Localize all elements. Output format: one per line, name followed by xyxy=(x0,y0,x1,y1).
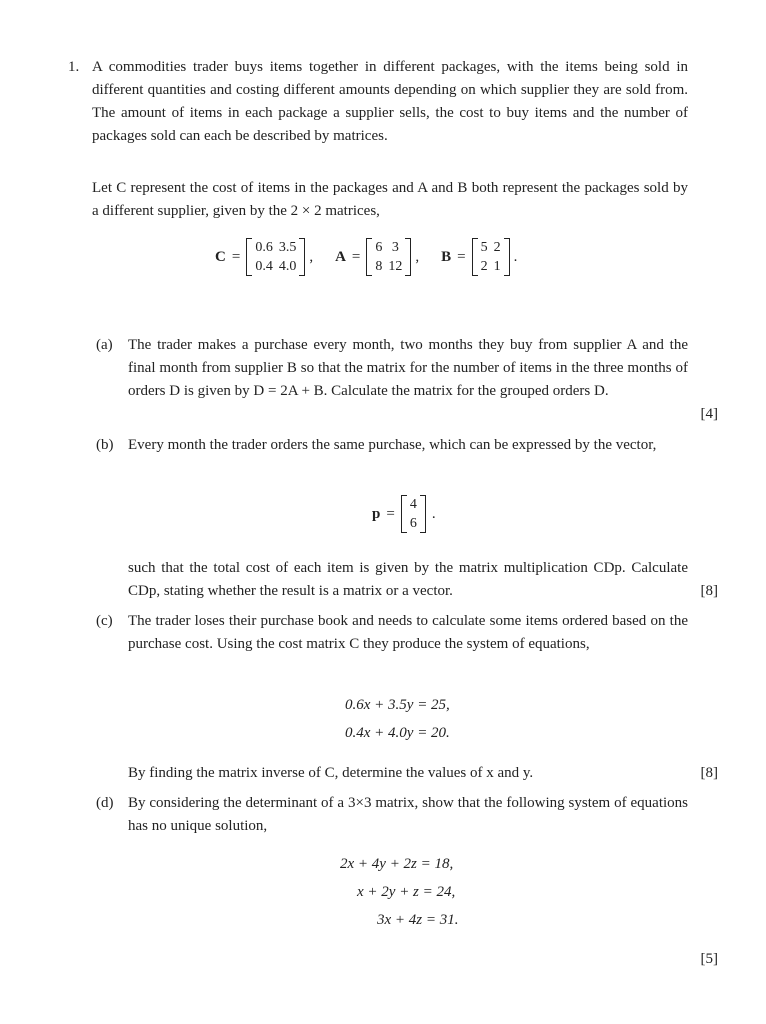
matrix-a-entry-1-1: 12 xyxy=(388,259,403,274)
question-number: 1. xyxy=(68,59,80,75)
matrix-a xyxy=(366,238,411,276)
matrix-a-entry-1-0: 8 xyxy=(375,259,383,274)
part-d-equation-3: 3x + 4z = 31. xyxy=(377,912,459,928)
part-a-marks: [4] xyxy=(700,406,718,422)
question-intro: A commodities trader buys items together in different packages, with the items being sold in different quantities and costing different amounts depending on which supplier they are sold from. The amount of items in each package a supplier sells, the cost to buy items and the number of packages sold can each be described by matrices. xyxy=(92,59,688,144)
matrix-c-name: C xyxy=(215,248,226,265)
matrix-a-entry-0-0: 6 xyxy=(375,240,383,255)
matrix-a-entry-0-1: 3 xyxy=(391,240,399,255)
part-b-text2: such that the total cost of each item is given by the matrix multiplication CDp. Calculate CDp, stating whether the result is a matrix or a vector. xyxy=(128,560,688,599)
vector-p-entry-0-0: 4 xyxy=(409,497,417,512)
matrix-a-name: A xyxy=(335,248,346,265)
matrix-b-entry-1-1: 1 xyxy=(493,259,501,274)
vector-p xyxy=(401,495,426,533)
part-d-equation-2: x + 2y + z = 24, xyxy=(357,884,456,900)
matrix-b-entry-1-0: 2 xyxy=(480,259,488,274)
vector-p-entry-1-0: 6 xyxy=(409,516,417,531)
part-a-text: The trader makes a purchase every month, two months they buy from supplier A and the final month from supplier B so that the matrix for the number of items in the three months of orders D is given by D = 2A + B. Calculate the matrix for the grouped orders D. xyxy=(128,337,688,399)
matrix-b xyxy=(472,238,510,276)
part-b-label: (b) xyxy=(96,437,114,453)
part-a-label: (a) xyxy=(96,337,113,353)
matrix-b-entry-0-1: 2 xyxy=(493,240,501,255)
matrix-c-entry-1-1: 4.0 xyxy=(278,259,297,274)
part-c-equation-2: 0.4x + 4.0y = 20. xyxy=(345,725,450,741)
let-paragraph: Let C represent the cost of items in the packages and A and B both represent the packages sold by a different supplier, given by the 2 × 2 matrices, xyxy=(92,180,688,219)
matrix-b-name: B xyxy=(441,248,452,265)
part-d-marks: [5] xyxy=(700,951,718,967)
part-c-label: (c) xyxy=(96,613,113,629)
part-b-marks: [8] xyxy=(700,583,718,599)
part-d-equation-1: 2x + 4y + 2z = 18, xyxy=(340,856,454,872)
part-c-text2: By finding the matrix inverse of C, determine the values of x and y. xyxy=(128,765,534,781)
part-b-text: Every month the trader orders the same purchase, which can be expressed by the vector, xyxy=(128,437,657,453)
vector-p-name: p xyxy=(372,505,381,522)
matrix-c xyxy=(246,238,305,276)
part-c-text: The trader loses their purchase book and needs to calculate some items ordered based on the purchase cost. Using the cost matrix C they produce the system of equations, xyxy=(128,613,688,652)
part-d-text: By considering the determinant of a 3×3 matrix, show that the following system of equations has no unique solution, xyxy=(128,795,688,834)
vector-p-definition: p = 4 6 . xyxy=(372,497,436,531)
matrix-c-entry-0-1: 3.5 xyxy=(278,240,297,255)
part-d-label: (d) xyxy=(96,795,114,811)
matrix-c-entry-0-0: 0.6 xyxy=(255,240,273,255)
part-c-equation-1: 0.6x + 3.5y = 25, xyxy=(345,697,450,713)
matrix-b-entry-0-0: 5 xyxy=(480,240,488,255)
matrix-c-entry-1-0: 0.4 xyxy=(255,259,273,274)
matrix-definitions: C = 0.6 3.5 0.4 4.0 , A = 6 3 8 12 , B = 5 2 2 1 . xyxy=(215,240,518,274)
part-c-marks: [8] xyxy=(700,765,718,781)
